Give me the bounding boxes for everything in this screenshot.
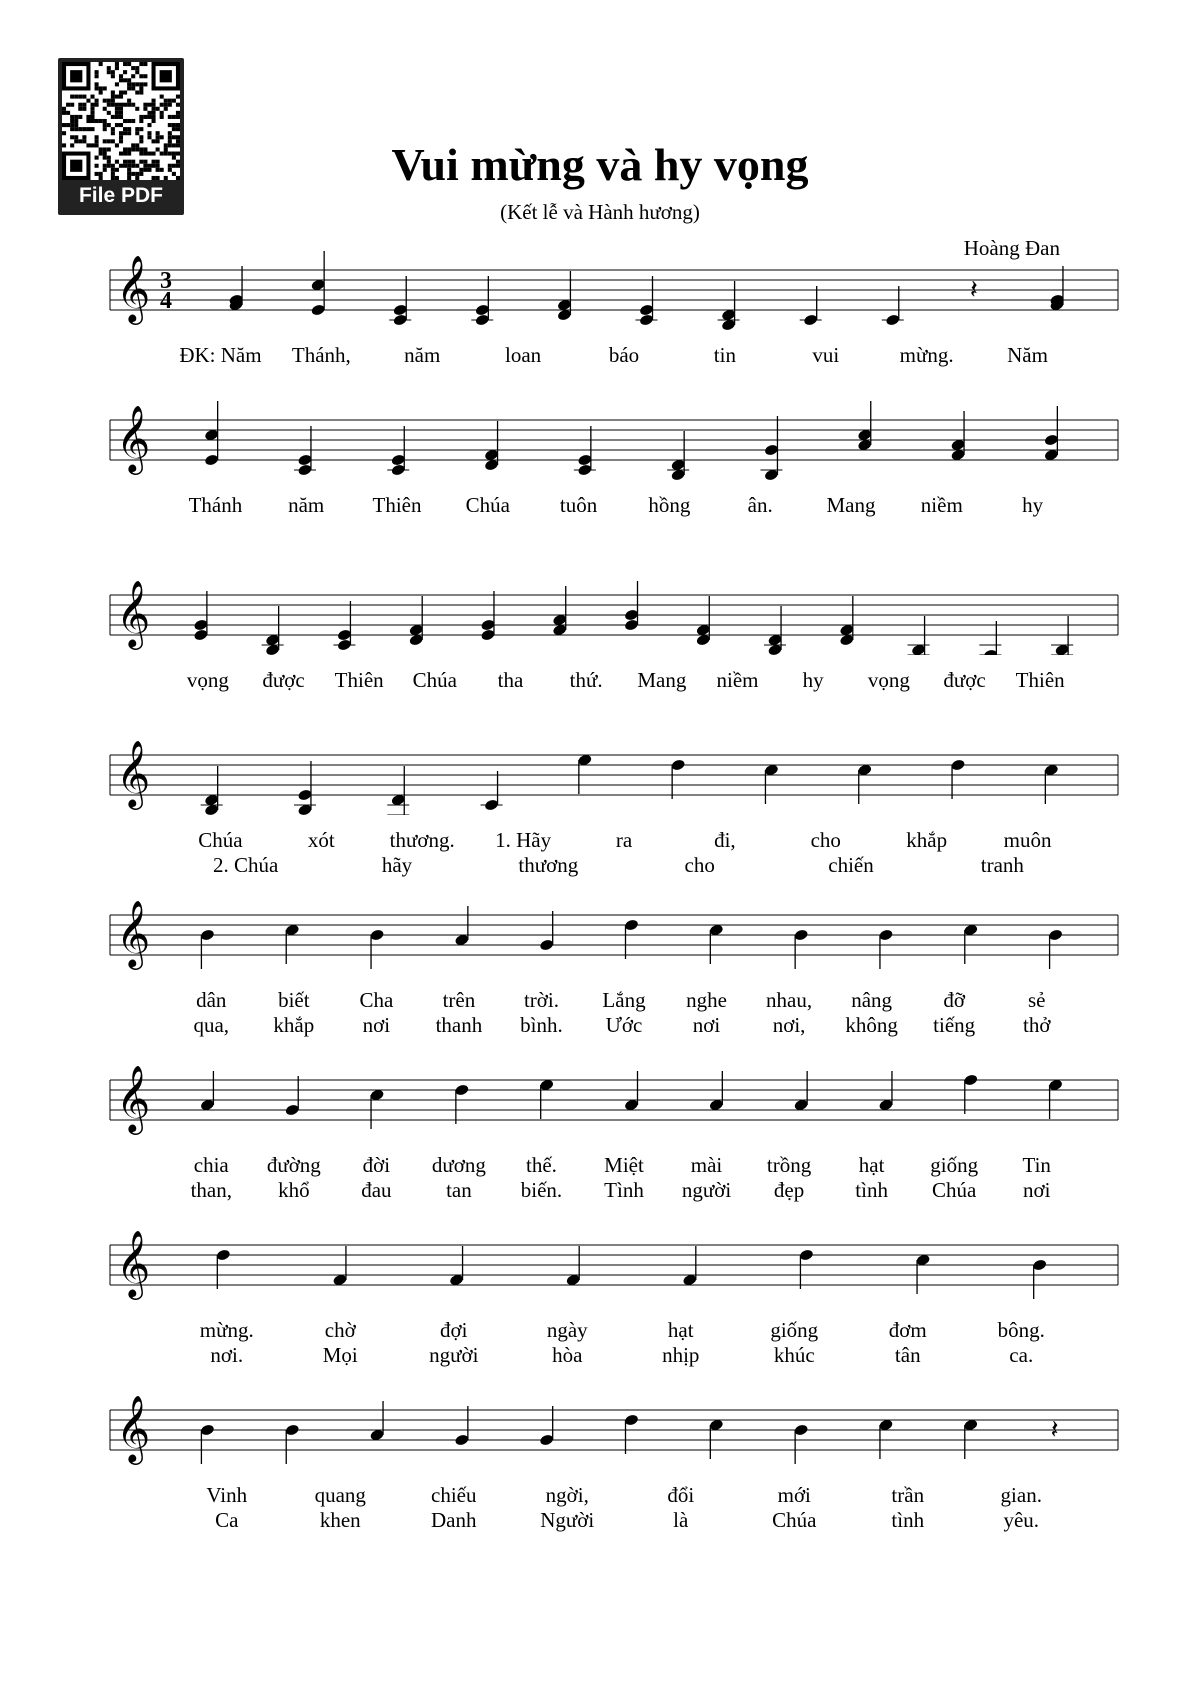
lyric-word: mừng. xyxy=(199,1318,254,1342)
lyric-word: người xyxy=(429,1343,479,1367)
staff-system-6 xyxy=(0,1050,1200,1140)
lyric-word: thế. xyxy=(526,1153,557,1177)
lyric-word: niềm xyxy=(716,668,759,692)
lyric-word: tân xyxy=(894,1343,921,1367)
lyric-word: giống xyxy=(770,1318,819,1342)
treble-clef-icon: 𝄞 xyxy=(116,899,151,967)
lyric-word: ân. xyxy=(747,493,773,517)
lyric-word: nhịp xyxy=(662,1343,700,1367)
lyric-word: đi, xyxy=(714,828,736,852)
lyric-word: Chúa xyxy=(932,1178,977,1202)
lyric-word: hãy xyxy=(381,853,413,877)
lyric-word: Thánh, xyxy=(291,343,351,367)
lyric-word: Năm xyxy=(1007,343,1048,367)
lyric-word: nơi. xyxy=(210,1343,244,1367)
lyric-word: thở xyxy=(1022,1013,1051,1037)
pdf-qr-badge[interactable] xyxy=(58,58,184,215)
lyric-word: tranh xyxy=(980,853,1024,877)
lyric-word: năm xyxy=(404,343,441,367)
lyric-word: ca. xyxy=(1009,1343,1034,1367)
quarter-rest-icon: 𝄽 xyxy=(969,275,978,305)
lyric-word: đời xyxy=(362,1153,391,1177)
lyric-word: người xyxy=(681,1178,732,1202)
lyric-word: không xyxy=(845,1013,898,1037)
song-subtitle: (Kết lễ và Hành hương) xyxy=(500,200,700,224)
lyric-word: thanh xyxy=(435,1013,483,1037)
lyric-word: nhau, xyxy=(766,988,813,1012)
lyric-word: 1. Hãy xyxy=(495,828,552,852)
lyric-word: tin xyxy=(713,343,736,367)
lyric-word: Chúa xyxy=(412,668,457,692)
lyric-word: Lắng xyxy=(602,988,646,1012)
lyric-word: hy xyxy=(802,668,824,692)
treble-clef-icon: 𝄞 xyxy=(116,404,151,472)
lyric-word: đổi xyxy=(667,1483,695,1507)
treble-clef-icon: 𝄞 xyxy=(116,1394,151,1462)
lyric-word: chờ xyxy=(324,1318,356,1342)
lyric-word: thương xyxy=(518,853,579,877)
lyric-word: niềm xyxy=(920,493,963,517)
lyric-word: ĐK: Năm xyxy=(179,343,262,367)
lyric-word: Danh xyxy=(431,1508,477,1532)
lyric-word: năm xyxy=(288,493,325,517)
song-title: Vui mừng và hy vọng xyxy=(391,139,809,190)
lyric-word: Chúa xyxy=(198,828,243,852)
lyric-word: Thánh xyxy=(188,493,243,517)
lyric-word: xót xyxy=(307,828,335,852)
lyric-word: sẻ xyxy=(1027,988,1046,1012)
lyric-word: tình xyxy=(855,1178,888,1202)
lyric-word: được xyxy=(262,668,305,692)
lyric-word: báo xyxy=(608,343,640,367)
lyric-word: Miệt xyxy=(604,1153,644,1177)
lyric-word: mừng. xyxy=(899,343,954,367)
lyric-word: vọng xyxy=(186,668,229,692)
lyric-word: ngời, xyxy=(545,1483,589,1507)
lyric-word: yêu. xyxy=(1003,1508,1040,1532)
lyric-word: Người xyxy=(540,1508,595,1532)
lyric-word: hồng xyxy=(648,493,691,517)
lyric-word: dân xyxy=(196,988,227,1012)
lyric-word: Thiên xyxy=(372,493,422,517)
composer-name: Hoàng Đan xyxy=(963,236,1060,260)
lyric-word: đỡ xyxy=(943,988,965,1012)
lyric-word: thứ. xyxy=(569,668,603,692)
lyric-word: nghe xyxy=(686,988,727,1012)
lyric-word: qua, xyxy=(193,1013,230,1037)
treble-clef-icon: 𝄞 xyxy=(116,739,151,807)
lyric-word: khen xyxy=(319,1508,361,1532)
lyric-word: Mang xyxy=(826,493,876,517)
lyric-word: tan xyxy=(446,1178,472,1202)
lyric-word: cho xyxy=(684,853,715,877)
staff-system-3 xyxy=(0,565,1200,655)
lyric-word: quang xyxy=(314,1483,366,1507)
lyric-word: Cha xyxy=(359,988,394,1012)
treble-clef-icon: 𝄞 xyxy=(116,254,151,322)
lyric-word: Chúa xyxy=(772,1508,817,1532)
time-signature: 4 xyxy=(160,288,172,314)
lyric-word: chiếu xyxy=(431,1483,477,1507)
pdf-badge-label: File PDF xyxy=(78,184,163,207)
lyric-word: nơi, xyxy=(772,1013,806,1037)
lyric-word: mài xyxy=(690,1153,723,1177)
lyric-word: Ước xyxy=(605,1013,643,1037)
lyric-word: khắp xyxy=(273,1013,315,1037)
lyric-word: muôn xyxy=(1003,828,1052,852)
lyric-word: dương xyxy=(431,1153,486,1177)
lyric-word: loan xyxy=(505,343,542,367)
lyric-word: nơi xyxy=(692,1013,721,1037)
staff-system-5 xyxy=(0,885,1200,975)
lyric-word: chia xyxy=(193,1153,229,1177)
treble-clef-icon: 𝄞 xyxy=(116,1229,151,1297)
lyric-word: trồng xyxy=(766,1153,812,1177)
lyric-word: trên xyxy=(442,988,476,1012)
lyric-word: hòa xyxy=(552,1343,583,1367)
lyric-word: thương. xyxy=(389,828,455,852)
lyric-word: Ca xyxy=(215,1508,239,1532)
lyric-word: tiếng xyxy=(933,1013,976,1037)
lyric-word: tình xyxy=(891,1508,925,1532)
lyric-word: Mọi xyxy=(322,1343,358,1367)
lyric-word: vui xyxy=(812,343,840,367)
lyric-word: hạt xyxy=(858,1153,885,1177)
lyric-word: than, xyxy=(190,1178,232,1202)
lyric-word: Vinh xyxy=(206,1483,248,1507)
lyric-word: hy xyxy=(1022,493,1044,517)
lyric-word: khổ xyxy=(278,1178,310,1202)
lyric-word: Tin xyxy=(1022,1153,1051,1177)
lyric-word: tuôn xyxy=(559,493,598,517)
staff-system-2 xyxy=(0,390,1200,480)
staff-system-8 xyxy=(0,1380,1200,1470)
time-signature: 3 xyxy=(160,268,172,294)
lyric-word: cho xyxy=(810,828,841,852)
lyric-word: trần xyxy=(891,1483,925,1507)
lyric-word: trời. xyxy=(523,988,559,1012)
lyric-word: khắp xyxy=(906,828,948,852)
lyric-word: khúc xyxy=(773,1343,815,1367)
lyric-word: tha xyxy=(497,668,524,692)
lyric-word: được xyxy=(943,668,986,692)
lyric-word: bông. xyxy=(997,1318,1045,1342)
treble-clef-icon: 𝄞 xyxy=(116,1064,151,1132)
lyric-word: đợi xyxy=(440,1318,468,1342)
lyric-word: gian. xyxy=(1000,1483,1042,1507)
lyric-word: đẹp xyxy=(773,1178,805,1202)
lyric-word: nâng xyxy=(851,988,893,1012)
quarter-rest-icon: 𝄽 xyxy=(1050,1415,1059,1445)
lyric-word: chiến xyxy=(828,853,874,877)
staff-system-1 xyxy=(0,240,1200,330)
lyric-word: biến. xyxy=(520,1178,563,1202)
lyric-word: ngày xyxy=(546,1318,588,1342)
lyric-word: đau xyxy=(361,1178,392,1202)
lyric-word: 2. Chúa xyxy=(212,853,279,877)
lyric-word: giống xyxy=(930,1153,979,1177)
lyric-word: Chúa xyxy=(465,493,510,517)
lyric-word: là xyxy=(673,1508,689,1532)
lyric-word: mới xyxy=(777,1483,811,1507)
lyric-word: Mang xyxy=(637,668,687,692)
lyric-word: biết xyxy=(278,988,310,1012)
lyric-word: ra xyxy=(615,828,633,852)
lyric-word: Thiên xyxy=(1015,668,1065,692)
lyric-word: đường xyxy=(266,1153,321,1177)
treble-clef-icon: 𝄞 xyxy=(116,579,151,647)
lyric-word: Thiên xyxy=(334,668,384,692)
staff-system-4 xyxy=(0,725,1200,815)
lyric-word: đơm xyxy=(888,1318,927,1342)
lyric-word: bình. xyxy=(520,1013,563,1037)
lyric-word: nơi xyxy=(1022,1178,1051,1202)
staff-system-7 xyxy=(0,1215,1200,1305)
lyric-word: hạt xyxy=(667,1318,694,1342)
lyric-word: vọng xyxy=(867,668,910,692)
lyric-word: nơi xyxy=(362,1013,391,1037)
lyric-word: Tình xyxy=(604,1178,644,1202)
